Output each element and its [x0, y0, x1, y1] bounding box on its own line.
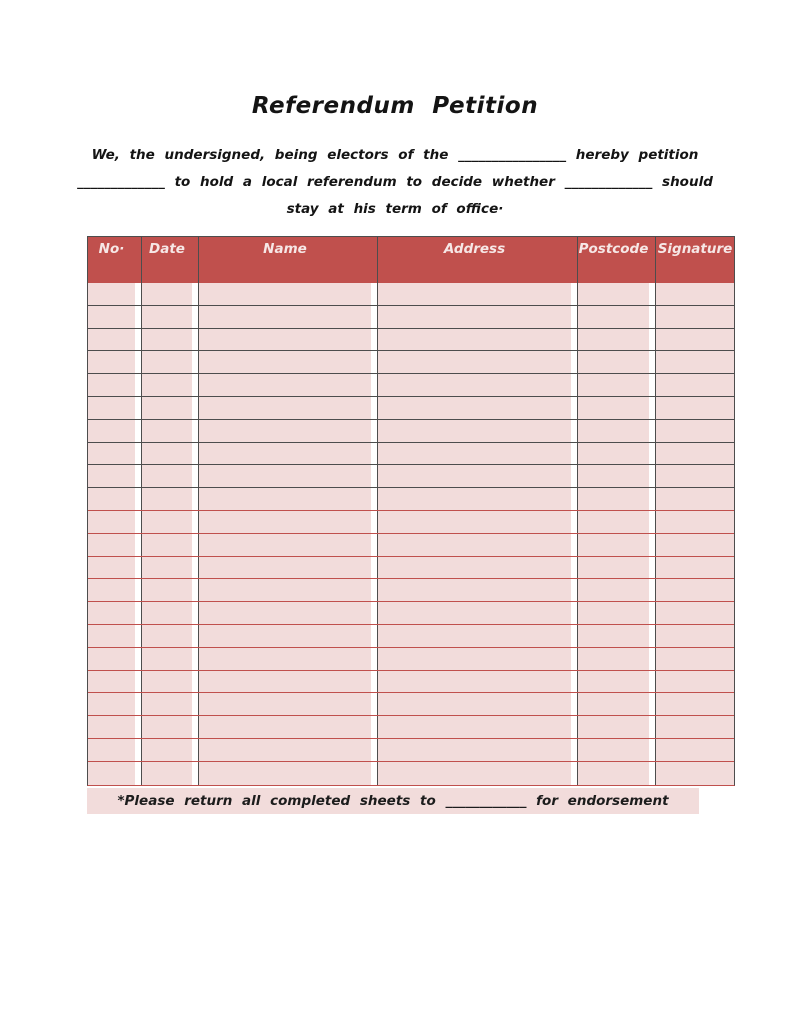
- table-cell: [577, 374, 649, 396]
- table-cell: [655, 602, 734, 624]
- table-cell: [577, 351, 649, 373]
- table-cell: [655, 329, 734, 351]
- table-cell: [198, 465, 371, 487]
- table-cell: [198, 329, 371, 351]
- table-cell: [141, 511, 192, 533]
- table-cell: [655, 443, 734, 465]
- table-cell: [88, 465, 135, 487]
- table-cell: [577, 465, 649, 487]
- table-cell: [198, 397, 371, 419]
- table-cell: [198, 693, 371, 715]
- table-cell: [377, 648, 571, 670]
- table-row: [88, 625, 734, 648]
- table-cell: [577, 443, 649, 465]
- table-cell: [655, 693, 734, 715]
- table-cell: [655, 557, 734, 579]
- table-header-row: [88, 237, 734, 283]
- table-cell: [141, 671, 192, 693]
- table-cell: [198, 374, 371, 396]
- table-cell: [655, 465, 734, 487]
- table-body: [88, 283, 734, 785]
- table-cell: [198, 488, 371, 510]
- table-cell: [655, 739, 734, 761]
- table-cell: [655, 420, 734, 442]
- table-cell: [141, 420, 192, 442]
- table-cell: [655, 306, 734, 328]
- table-cell: [198, 534, 371, 556]
- table-cell: [141, 739, 192, 761]
- table-cell: [377, 716, 571, 738]
- table-cell: [88, 534, 135, 556]
- footer-text: *Please return all completed sheets to: [117, 792, 436, 809]
- table-cell: [577, 716, 649, 738]
- table-cell: [377, 511, 571, 533]
- table-cell: [198, 648, 371, 670]
- table-cell: [141, 306, 192, 328]
- table-cell: [88, 716, 135, 738]
- table-cell: [377, 671, 571, 693]
- table-row: [88, 488, 734, 511]
- petition-table: [87, 236, 735, 786]
- table-row: [88, 534, 734, 557]
- table-row: [88, 420, 734, 443]
- table-cell: [377, 306, 571, 328]
- table-row: [88, 443, 734, 466]
- table-cell: [377, 420, 571, 442]
- table-cell: [655, 534, 734, 556]
- intro-text: stay at his term of office·: [286, 201, 504, 217]
- table-cell: [88, 511, 135, 533]
- table-cell: [88, 762, 135, 785]
- table-cell: [377, 397, 571, 419]
- table-row: [88, 693, 734, 716]
- table-cell: [198, 579, 371, 601]
- table-cell: [141, 602, 192, 624]
- table-row: [88, 283, 734, 306]
- footer-text: for endorsement: [536, 792, 669, 809]
- intro-paragraph: [55, 142, 735, 223]
- table-cell: [577, 579, 649, 601]
- table-row: [88, 671, 734, 694]
- table-cell: [577, 329, 649, 351]
- table-cell: [88, 693, 135, 715]
- intro-text: to hold a local referendum to decide whether: [174, 174, 555, 190]
- table-cell: [141, 488, 192, 510]
- table-cell: [655, 397, 734, 419]
- table-cell: [655, 648, 734, 670]
- table-cell: [141, 329, 192, 351]
- table-cell: [141, 557, 192, 579]
- table-cell: [88, 443, 135, 465]
- table-cell: [88, 329, 135, 351]
- table-cell: [198, 283, 371, 305]
- table-cell: [577, 283, 649, 305]
- table-cell: [577, 739, 649, 761]
- table-cell: [88, 671, 135, 693]
- table-cell: [655, 351, 734, 373]
- table-cell: [88, 625, 135, 647]
- intro-text: We, the undersigned, being electors of the: [91, 147, 449, 163]
- table-row: [88, 557, 734, 580]
- table-row: [88, 374, 734, 397]
- table-row: [88, 351, 734, 374]
- table-cell: [88, 739, 135, 761]
- table-cell: [577, 762, 649, 785]
- table-cell: [141, 693, 192, 715]
- table-cell: [577, 693, 649, 715]
- table-cell: [655, 716, 734, 738]
- column-header-address: Address: [377, 237, 571, 283]
- table-cell: [577, 534, 649, 556]
- table-cell: [141, 716, 192, 738]
- table-cell: [655, 488, 734, 510]
- table-cell: [655, 579, 734, 601]
- table-cell: [88, 420, 135, 442]
- table-cell: [377, 579, 571, 601]
- table-cell: [88, 648, 135, 670]
- table-row: [88, 306, 734, 329]
- blank-line: _____________: [564, 174, 653, 190]
- table-cell: [88, 579, 135, 601]
- table-cell: [141, 397, 192, 419]
- table-cell: [198, 602, 371, 624]
- table-cell: [88, 351, 135, 373]
- table-row: [88, 579, 734, 602]
- column-header-no: No·: [98, 241, 125, 257]
- intro-line-2: [55, 169, 735, 196]
- table-cell: [377, 557, 571, 579]
- table-cell: [655, 283, 734, 305]
- table-cell: [577, 306, 649, 328]
- table-cell: [88, 283, 135, 305]
- table-cell: [198, 557, 371, 579]
- table-cell: [655, 762, 734, 785]
- table-cell: [141, 579, 192, 601]
- table-cell: [198, 625, 371, 647]
- table-row: [88, 762, 734, 785]
- table-cell: [377, 762, 571, 785]
- table-cell: [198, 443, 371, 465]
- table-row: [88, 602, 734, 625]
- table-cell: [377, 693, 571, 715]
- table-cell: [141, 283, 192, 305]
- table-cell: [577, 557, 649, 579]
- table-cell: [141, 648, 192, 670]
- table-cell: [377, 534, 571, 556]
- table-cell: [377, 465, 571, 487]
- table-cell: [88, 306, 135, 328]
- footer-band: [87, 788, 699, 814]
- table-row: [88, 329, 734, 352]
- page-title: Referendum Petition: [251, 93, 539, 119]
- table-cell: [141, 534, 192, 556]
- table-cell: [141, 374, 192, 396]
- table-cell: [577, 671, 649, 693]
- table-cell: [198, 306, 371, 328]
- table-cell: [377, 329, 571, 351]
- table-cell: [198, 716, 371, 738]
- table-cell: [141, 625, 192, 647]
- return-instructions: [117, 793, 668, 809]
- table-cell: [198, 739, 371, 761]
- table-cell: [198, 762, 371, 785]
- table-cell: [577, 511, 649, 533]
- table-cell: [577, 488, 649, 510]
- table-cell: [377, 443, 571, 465]
- table-cell: [377, 374, 571, 396]
- table-row: [88, 397, 734, 420]
- table-cell: [577, 648, 649, 670]
- table-row: [88, 648, 734, 671]
- footer-blank-line: ____________: [445, 792, 527, 809]
- intro-line-3: [55, 196, 735, 223]
- table-cell: [198, 671, 371, 693]
- column-header-date: Date: [141, 237, 192, 283]
- table-cell: [655, 625, 734, 647]
- intro-text: should: [662, 174, 713, 190]
- table-cell: [198, 511, 371, 533]
- table-cell: [577, 602, 649, 624]
- table-cell: [141, 443, 192, 465]
- intro-line-1: [55, 142, 735, 169]
- table-cell: [198, 420, 371, 442]
- table-cell: [655, 511, 734, 533]
- table-row: [88, 716, 734, 739]
- column-header-postcode: Postcode: [577, 237, 649, 283]
- table-cell: [655, 374, 734, 396]
- table-cell: [377, 739, 571, 761]
- table-cell: [88, 397, 135, 419]
- table-row: [88, 739, 734, 762]
- intro-text: hereby petition: [575, 147, 699, 163]
- table-cell: [88, 374, 135, 396]
- table-row: [88, 465, 734, 488]
- table-cell: [141, 762, 192, 785]
- table-cell: [577, 420, 649, 442]
- table-cell: [88, 602, 135, 624]
- table-cell: [141, 465, 192, 487]
- table-cell: [577, 397, 649, 419]
- table-cell: [88, 557, 135, 579]
- table-row: [88, 511, 734, 534]
- table-cell: [377, 625, 571, 647]
- table-cell: [577, 625, 649, 647]
- table-cell: [198, 351, 371, 373]
- blank-line: ________________: [458, 147, 567, 163]
- table-cell: [377, 488, 571, 510]
- blank-line: _____________: [77, 174, 165, 190]
- column-header-name: Name: [198, 237, 371, 283]
- table-cell: [655, 671, 734, 693]
- table-cell: [141, 351, 192, 373]
- table-cell: [377, 602, 571, 624]
- table-cell: [377, 283, 571, 305]
- column-header-signature: Signature: [655, 237, 734, 283]
- table-cell: [377, 351, 571, 373]
- table-cell: [88, 488, 135, 510]
